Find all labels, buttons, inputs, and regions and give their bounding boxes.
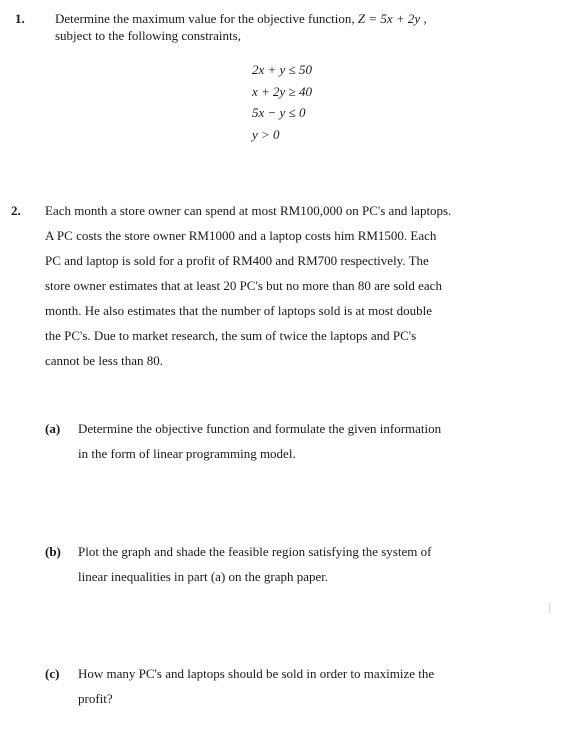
question-2-line-6: the PC's. Due to market research, the sum of twice the laptops and PC's xyxy=(45,328,417,343)
question-2-line-3: PC and laptop is sold for a profit of RM400 and RM700 respectively. The xyxy=(45,253,429,268)
question-2-line-7: cannot be less than 80. xyxy=(45,353,164,368)
question-1-line-1 xyxy=(55,11,427,27)
question-2-line-5: month. He also estimates that the number of laptops sold is at most double xyxy=(45,303,433,318)
constraint-1: 2x + y ≤ 50 xyxy=(252,62,312,77)
objective-function: Z = 5x + 2y , xyxy=(357,11,427,26)
part-c-label: (c) xyxy=(45,666,60,681)
part-c-line-1: How many PC's and laptops should be sold in order to maximize the xyxy=(78,666,435,681)
constraint-4: y > 0 xyxy=(252,127,280,142)
part-a-label: (a) xyxy=(45,421,61,436)
question-2-line-2: A PC costs the store owner RM1000 and a laptop costs him RM1500. Each xyxy=(45,228,437,243)
question-1-prompt: Determine the maximum value for the objective function, xyxy=(55,11,355,26)
question-1-line-2: subject to the following constraints, xyxy=(55,28,241,43)
part-b-line-1: Plot the graph and shade the feasible region satisfying the system of xyxy=(78,544,432,559)
question-2-line-1: Each month a store owner can spend at most RM100,000 on PC's and laptops. xyxy=(45,203,452,218)
question-2-line-4: store owner estimates that at least 20 PC's but no more than 80 are sold each xyxy=(45,278,442,293)
scan-mark xyxy=(549,603,550,613)
part-b-line-2: linear inequalities in part (a) on the graph paper. xyxy=(78,569,329,584)
part-a-line-2: in the form of linear programming model. xyxy=(78,446,296,461)
question-1-number: 1. xyxy=(15,11,25,26)
question-2-number: 2. xyxy=(11,203,21,218)
constraint-3: 5x − y ≤ 0 xyxy=(252,105,306,120)
part-c-line-2: profit? xyxy=(78,691,113,706)
part-b-label: (b) xyxy=(45,544,61,559)
constraint-2: x + 2y ≥ 40 xyxy=(252,84,312,99)
part-a-line-1: Determine the objective function and formulate the given information xyxy=(78,421,442,436)
